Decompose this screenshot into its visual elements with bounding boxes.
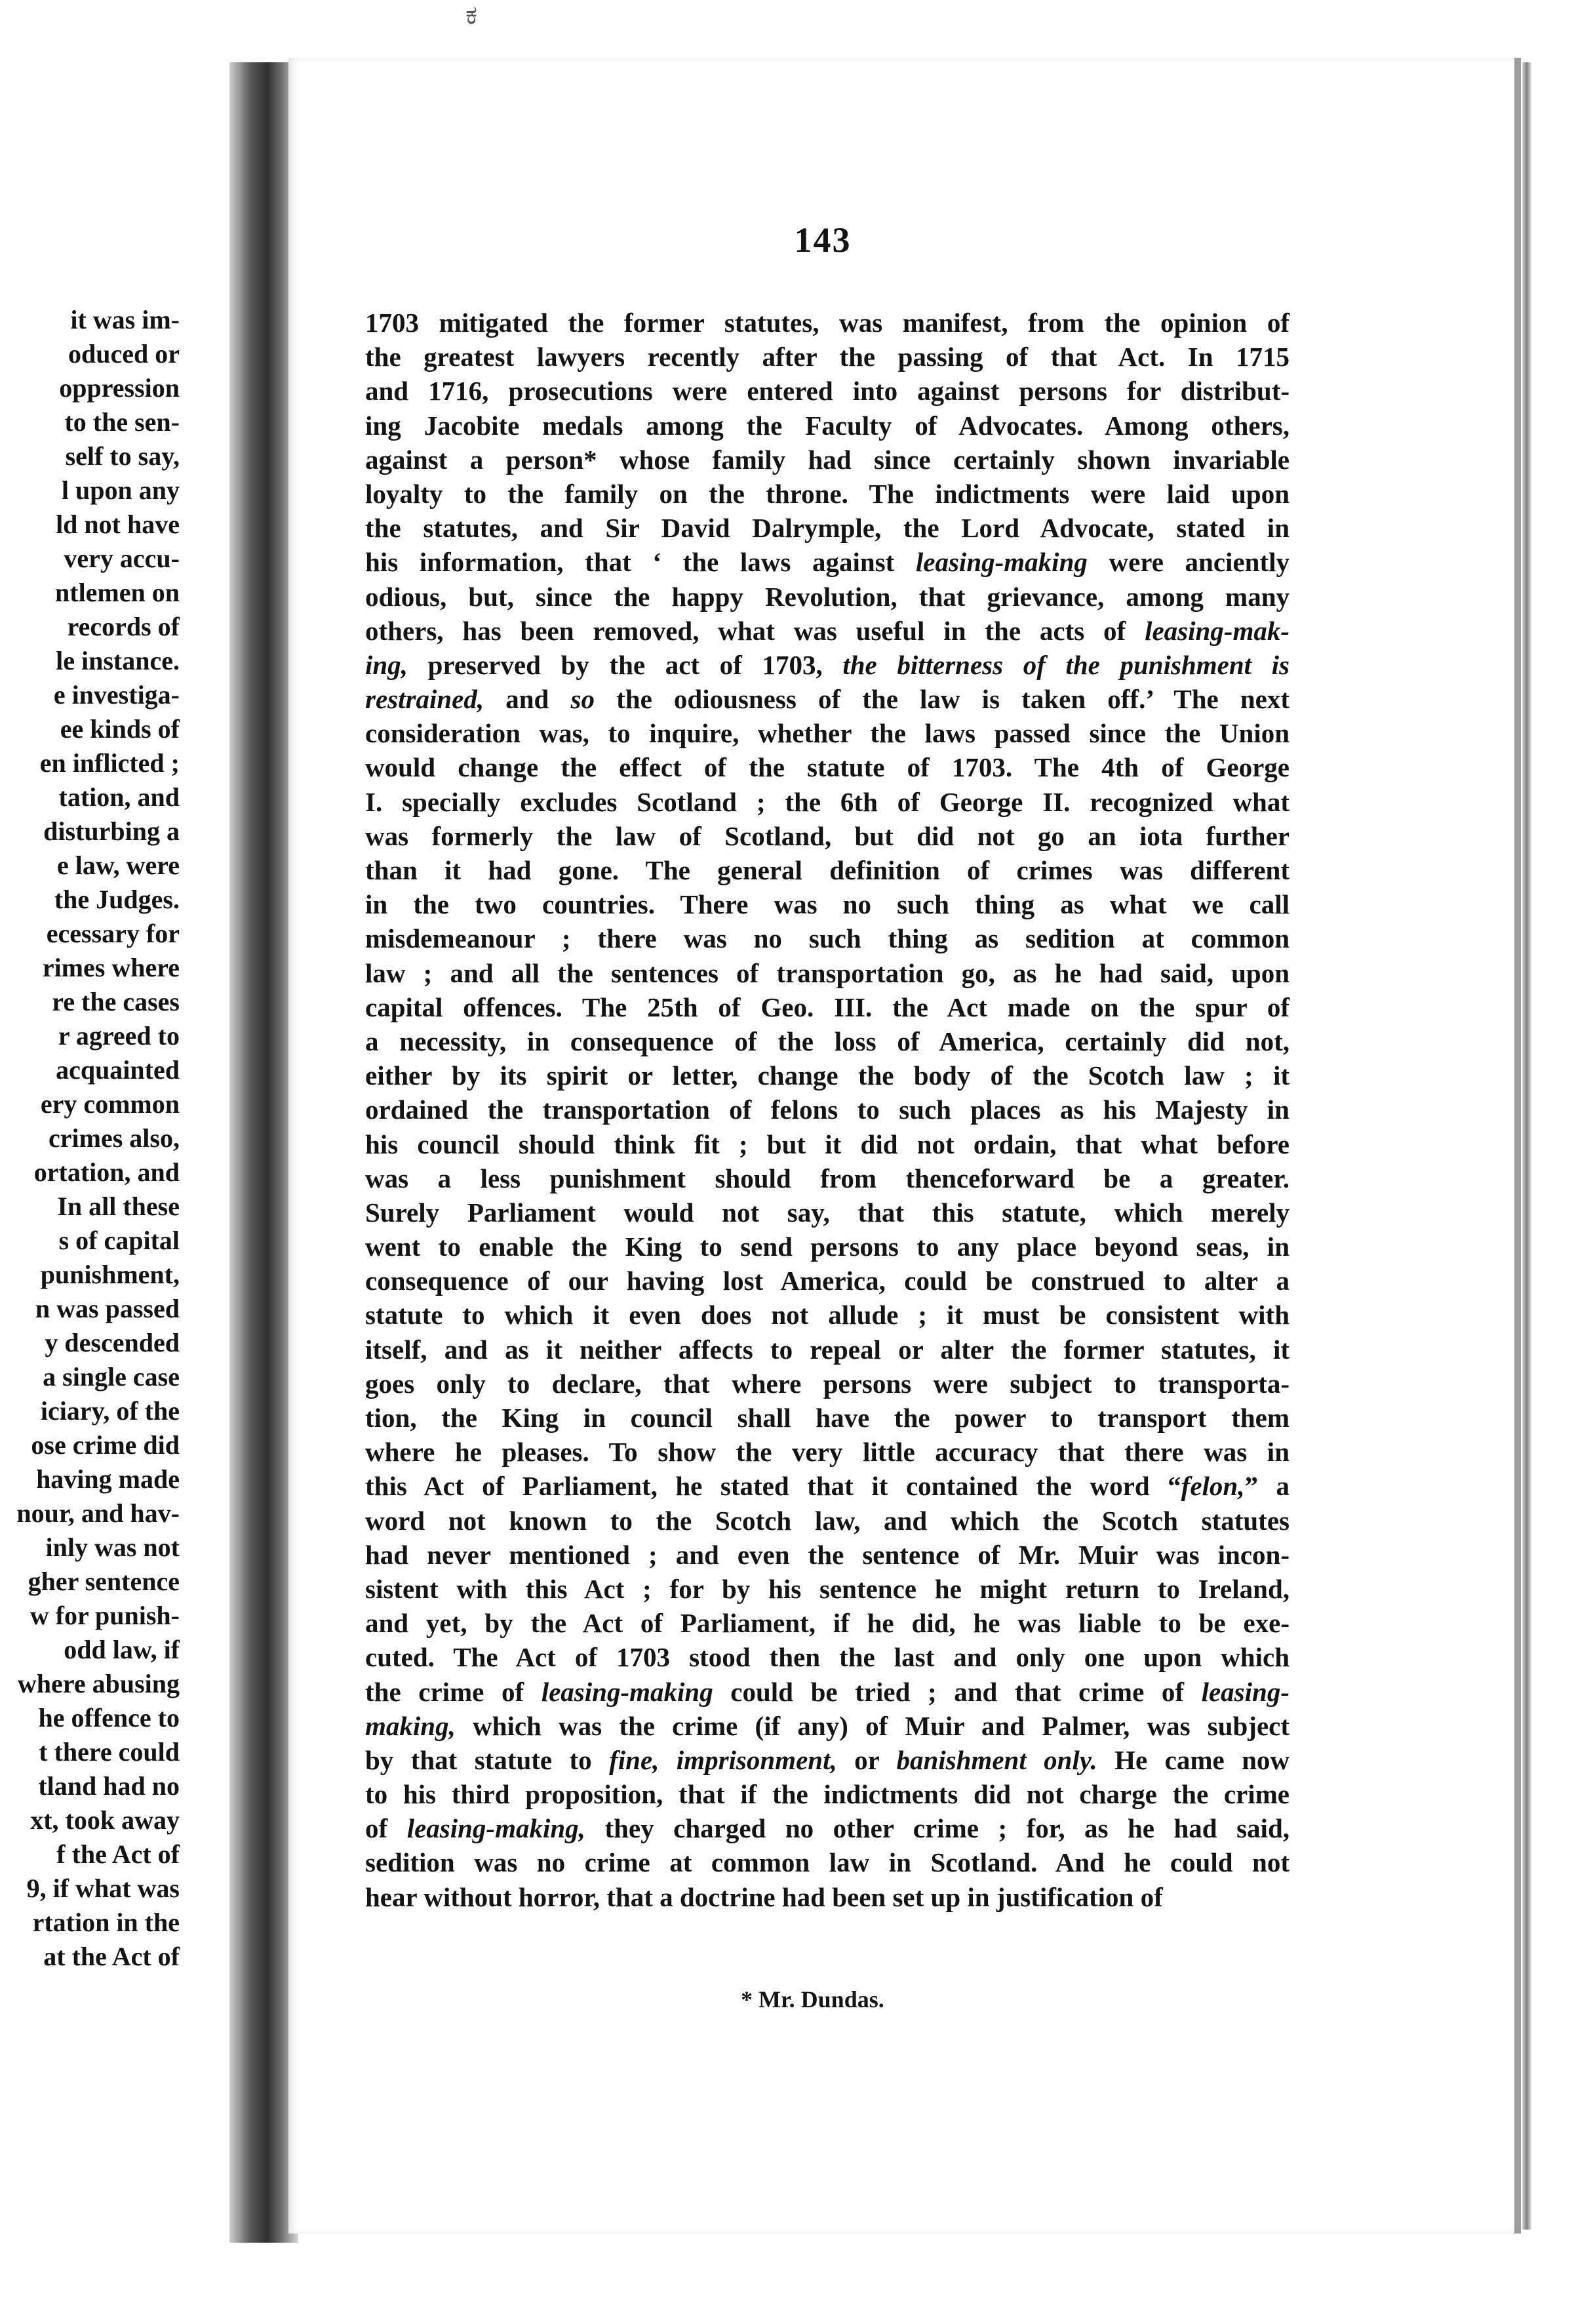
- text-run: loyalty to the family on the throne. The indictments were laid upon: [365, 478, 1290, 509]
- text-line: [365, 614, 1290, 648]
- text-run: tion, the King in council shall have the power to transport them: [365, 1403, 1290, 1433]
- text-line: [365, 887, 1290, 921]
- text-run: sistent with this Act ; for by his sentence he might return to Ireland,: [365, 1573, 1290, 1604]
- text-line: [365, 1880, 1290, 1914]
- page-number: 143: [794, 220, 852, 260]
- text-line: [365, 1367, 1290, 1401]
- text-line: [365, 545, 1290, 579]
- text-line: [365, 990, 1290, 1024]
- left-page-line: tland had no: [38, 1771, 180, 1801]
- body-text: [365, 306, 1290, 1914]
- text-run: I. specially excludes Scotland ; the 6th of George II. recognized what: [365, 786, 1290, 817]
- left-page: [0, 66, 243, 2236]
- italic-run: leasing-mak-: [1145, 615, 1290, 646]
- text-run: the crime of: [365, 1676, 542, 1707]
- text-line: [365, 1161, 1290, 1195]
- italic-run: the bitterness of the punishment is: [842, 649, 1290, 680]
- text-line: [365, 716, 1290, 750]
- left-page-line: ecessary for: [46, 919, 180, 948]
- italic-run: restrained,: [365, 684, 484, 715]
- italic-run: banishment only.: [896, 1744, 1097, 1775]
- text-run: statute to which it even does not allude ; it must be consistent with: [365, 1300, 1290, 1331]
- text-run: 1703 mitigated the former statutes, was manifest, from the opinion of: [365, 308, 1290, 338]
- text-run: was a less punishment should from thenceforward be a greater.: [365, 1163, 1290, 1193]
- footnote: * Mr. Dundas.: [741, 1986, 884, 2013]
- left-page-line: punishment,: [40, 1260, 180, 1289]
- left-page-line: at the Act of: [43, 1942, 180, 1971]
- text-line: [365, 1195, 1290, 1230]
- text-run: could be tried ; and that crime of: [713, 1676, 1202, 1707]
- text-run: the odiousness of the law is taken off.’ The next: [594, 684, 1290, 715]
- italic-run: fine, imprisonment,: [609, 1744, 837, 1775]
- left-page-line: tation, and: [58, 782, 180, 812]
- left-page-line: records of: [67, 612, 180, 641]
- left-page-line: en inflicted ;: [39, 748, 180, 778]
- text-run: was formerly the law of Scotland, but did not go an iota further: [365, 820, 1290, 851]
- text-line: [365, 785, 1290, 819]
- text-line: [365, 306, 1290, 340]
- text-run: the statutes, and Sir David Dalrymple, the Lord Advocate, stated in: [365, 513, 1290, 544]
- text-line: [365, 1777, 1290, 1811]
- left-page-line: w for punish-: [30, 1601, 180, 1630]
- text-run: than it had gone. The general definition of crimes was different: [365, 855, 1290, 885]
- text-run: they charged no other crime ; for, as he had said,: [585, 1813, 1290, 1844]
- left-page-line: l upon any: [61, 475, 180, 505]
- text-line: [365, 1092, 1290, 1127]
- left-page-line: where abusing: [17, 1669, 180, 1698]
- left-page-line: le instance.: [56, 646, 180, 675]
- text-line: [365, 580, 1290, 614]
- left-page-line: he offence to: [38, 1703, 180, 1733]
- left-page-line: the Judges.: [54, 885, 180, 914]
- text-run: were anciently: [1087, 547, 1290, 578]
- text-run: and: [484, 684, 571, 715]
- left-page-line: rtation in the: [32, 1908, 180, 1937]
- text-line: [365, 511, 1290, 545]
- left-page-line: nour, and hav-: [16, 1498, 180, 1528]
- italic-run: leasing-making: [541, 1676, 713, 1707]
- text-line: [365, 956, 1290, 990]
- left-page-line: ery common: [40, 1089, 180, 1119]
- text-line: [365, 1504, 1290, 1538]
- left-page-line: to the sen-: [64, 407, 180, 437]
- text-run: cuted. The Act of 1703 stood then the last and only one upon which: [365, 1642, 1290, 1673]
- text-line: [365, 1640, 1290, 1674]
- italic-run: leasing-making: [915, 547, 1088, 578]
- text-line: [365, 1332, 1290, 1367]
- text-line: [365, 853, 1290, 887]
- text-line: [365, 1469, 1290, 1503]
- page-edge: [1522, 62, 1531, 2230]
- text-run: capital offences. The 25th of Geo. III. the Act made on the spur of: [365, 992, 1290, 1022]
- left-page-line: ntlemen on: [55, 578, 180, 607]
- left-page-line: self to say,: [65, 441, 180, 471]
- left-page-line: iciary, of the: [40, 1396, 180, 1426]
- text-run: itself, and as it neither affects to repeal or alter the former statutes, it: [365, 1334, 1290, 1365]
- left-page-line: ose crime did: [31, 1430, 180, 1460]
- text-line: [365, 340, 1290, 374]
- text-line: [365, 682, 1290, 716]
- text-line: [365, 921, 1290, 955]
- left-page-line: s of capital: [58, 1226, 180, 1255]
- text-run: the greatest lawyers recently after the passing of that Act. In 1715: [365, 342, 1290, 372]
- left-page-line: ortation, and: [33, 1157, 180, 1187]
- italic-run: making,: [365, 1710, 456, 1741]
- left-page-line: t there could: [39, 1737, 180, 1767]
- text-run: this Act of Parliament, he stated that it contained the word “: [365, 1471, 1181, 1502]
- text-run: odious, but, since the happy Revolution, that grievance, among many: [365, 581, 1290, 612]
- left-page-line: n was passed: [35, 1294, 180, 1323]
- text-run: preserved by the act of 1703,: [407, 649, 843, 680]
- text-line: [365, 374, 1290, 408]
- text-run: ing Jacobite medals among the Faculty of Advocates. Among others,: [365, 410, 1290, 441]
- text-line: [365, 1435, 1290, 1469]
- text-line: [365, 443, 1290, 477]
- text-run: sedition was no crime at common law in Scotland. And he could not: [365, 1847, 1290, 1878]
- text-run: went to enable the King to send persons to any place beyond seas, in: [365, 1232, 1290, 1262]
- italic-run: ing,: [365, 649, 408, 680]
- text-line: [365, 819, 1290, 853]
- text-line: [365, 409, 1290, 443]
- text-run: had never mentioned ; and even the sentence of Mr. Muir was incon-: [365, 1539, 1290, 1570]
- text-run: which was the crime (if any) of Muir and Palmer, was subject: [455, 1710, 1290, 1741]
- text-run: would change the effect of the statute of 1703. The 4th of George: [365, 752, 1290, 783]
- text-run: law ; and all the sentences of transportation go, as he had said, upon: [365, 957, 1290, 988]
- text-line: [365, 1230, 1290, 1264]
- left-page-line: oduced or: [68, 339, 180, 369]
- text-run: by that statute to: [365, 1744, 610, 1775]
- text-line: [365, 1024, 1290, 1058]
- text-run: ” a: [1244, 1471, 1290, 1502]
- left-page-line: inly was not: [45, 1533, 180, 1562]
- left-page-line: it was im-: [70, 305, 180, 334]
- left-page-line: oppression: [59, 373, 180, 403]
- text-run: ordained the transportation of felons to such places as his Majesty in: [365, 1094, 1290, 1125]
- text-run: misdemeanour ; there was no such thing as sedition at common: [365, 923, 1290, 954]
- left-page-line: 9, if what was: [26, 1873, 180, 1903]
- italic-run: felon,: [1181, 1471, 1245, 1502]
- text-line: [365, 1538, 1290, 1572]
- scan-corner-mark: ಕ: [465, 0, 477, 30]
- left-page-text: [16, 303, 180, 1974]
- text-line: [365, 1264, 1290, 1298]
- text-run: and yet, by the Act of Parliament, if he did, he was liable to be exe-: [365, 1608, 1290, 1639]
- text-line: [365, 648, 1290, 682]
- left-page-line: xt, took away: [30, 1805, 180, 1835]
- italic-run: so: [570, 684, 595, 715]
- left-page-line: e investiga-: [53, 680, 180, 710]
- text-line: [365, 1675, 1290, 1709]
- text-line: [365, 750, 1290, 784]
- text-line: [365, 1709, 1290, 1743]
- text-run: of: [365, 1813, 407, 1844]
- text-line: [365, 1811, 1290, 1845]
- left-page-line: odd law, if: [64, 1635, 180, 1664]
- text-run: others, has been removed, what was useful in the acts of: [365, 615, 1145, 646]
- left-page-line: y descended: [45, 1328, 180, 1357]
- text-run: to his third proposition, that if the indictments did not charge the crime: [365, 1779, 1290, 1810]
- left-page-line: In all these: [57, 1192, 180, 1221]
- left-page-line: re the cases: [52, 987, 180, 1016]
- text-line: [365, 1127, 1290, 1161]
- left-page-line: having made: [36, 1464, 180, 1494]
- text-run: word not known to the Scotch law, and which the Scotch statutes: [365, 1505, 1290, 1536]
- text-run: and 1716, prosecutions were entered into against persons for distribut-: [365, 376, 1290, 407]
- italic-run: leasing-: [1201, 1676, 1290, 1707]
- text-line: [365, 1743, 1290, 1777]
- left-page-line: crimes also,: [49, 1123, 180, 1153]
- left-page-line: a single case: [43, 1362, 180, 1392]
- left-page-line: disturbing a: [43, 816, 180, 846]
- text-run: or: [837, 1744, 897, 1775]
- left-page-line: ld not have: [56, 510, 180, 539]
- text-line: [365, 1058, 1290, 1092]
- text-run: a necessity, in consequence of the loss of America, certainly did not,: [365, 1026, 1290, 1056]
- left-page-line: f the Act of: [56, 1839, 180, 1869]
- left-page-line: ee kinds of: [60, 714, 180, 744]
- text-run: goes only to declare, that where persons were subject to transporta-: [365, 1368, 1290, 1399]
- text-run: against a person* whose family had since certainly shown invariable: [365, 444, 1290, 475]
- text-line: [365, 1606, 1290, 1640]
- text-line: [365, 1401, 1290, 1435]
- left-page-line: e law, were: [57, 851, 180, 880]
- left-page-line: rimes where: [42, 953, 180, 982]
- text-run: his information, that ‘ the laws against: [365, 547, 916, 578]
- text-run: his council should think fit ; but it did not ordain, that what before: [365, 1129, 1290, 1159]
- text-run: consideration was, to inquire, whether the laws passed since the Union: [365, 718, 1290, 749]
- text-line: [365, 1298, 1290, 1332]
- text-run: He came now: [1097, 1744, 1290, 1775]
- text-run: Surely Parliament would not say, that this statute, which merely: [365, 1197, 1290, 1228]
- text-line: [365, 477, 1290, 511]
- text-line: [365, 1572, 1290, 1606]
- text-run: either by its spirit or letter, change the body of the Scotch law ; it: [365, 1060, 1290, 1091]
- text-run: hear without horror, that a doctrine had been set up in justification of: [365, 1881, 1163, 1912]
- text-run: in the two countries. There was no such thing as what we call: [365, 889, 1290, 920]
- left-page-line: gher sentence: [28, 1567, 180, 1596]
- left-page-line: acquainted: [56, 1055, 180, 1085]
- text-line: [365, 1845, 1290, 1879]
- italic-run: leasing-making,: [406, 1813, 585, 1844]
- text-run: consequence of our having lost America, could be construed to alter a: [365, 1266, 1290, 1296]
- left-page-line: r agreed to: [58, 1021, 180, 1051]
- text-run: where he pleases. To show the very little accuracy that there was in: [365, 1437, 1290, 1468]
- left-page-line: very accu-: [64, 544, 180, 573]
